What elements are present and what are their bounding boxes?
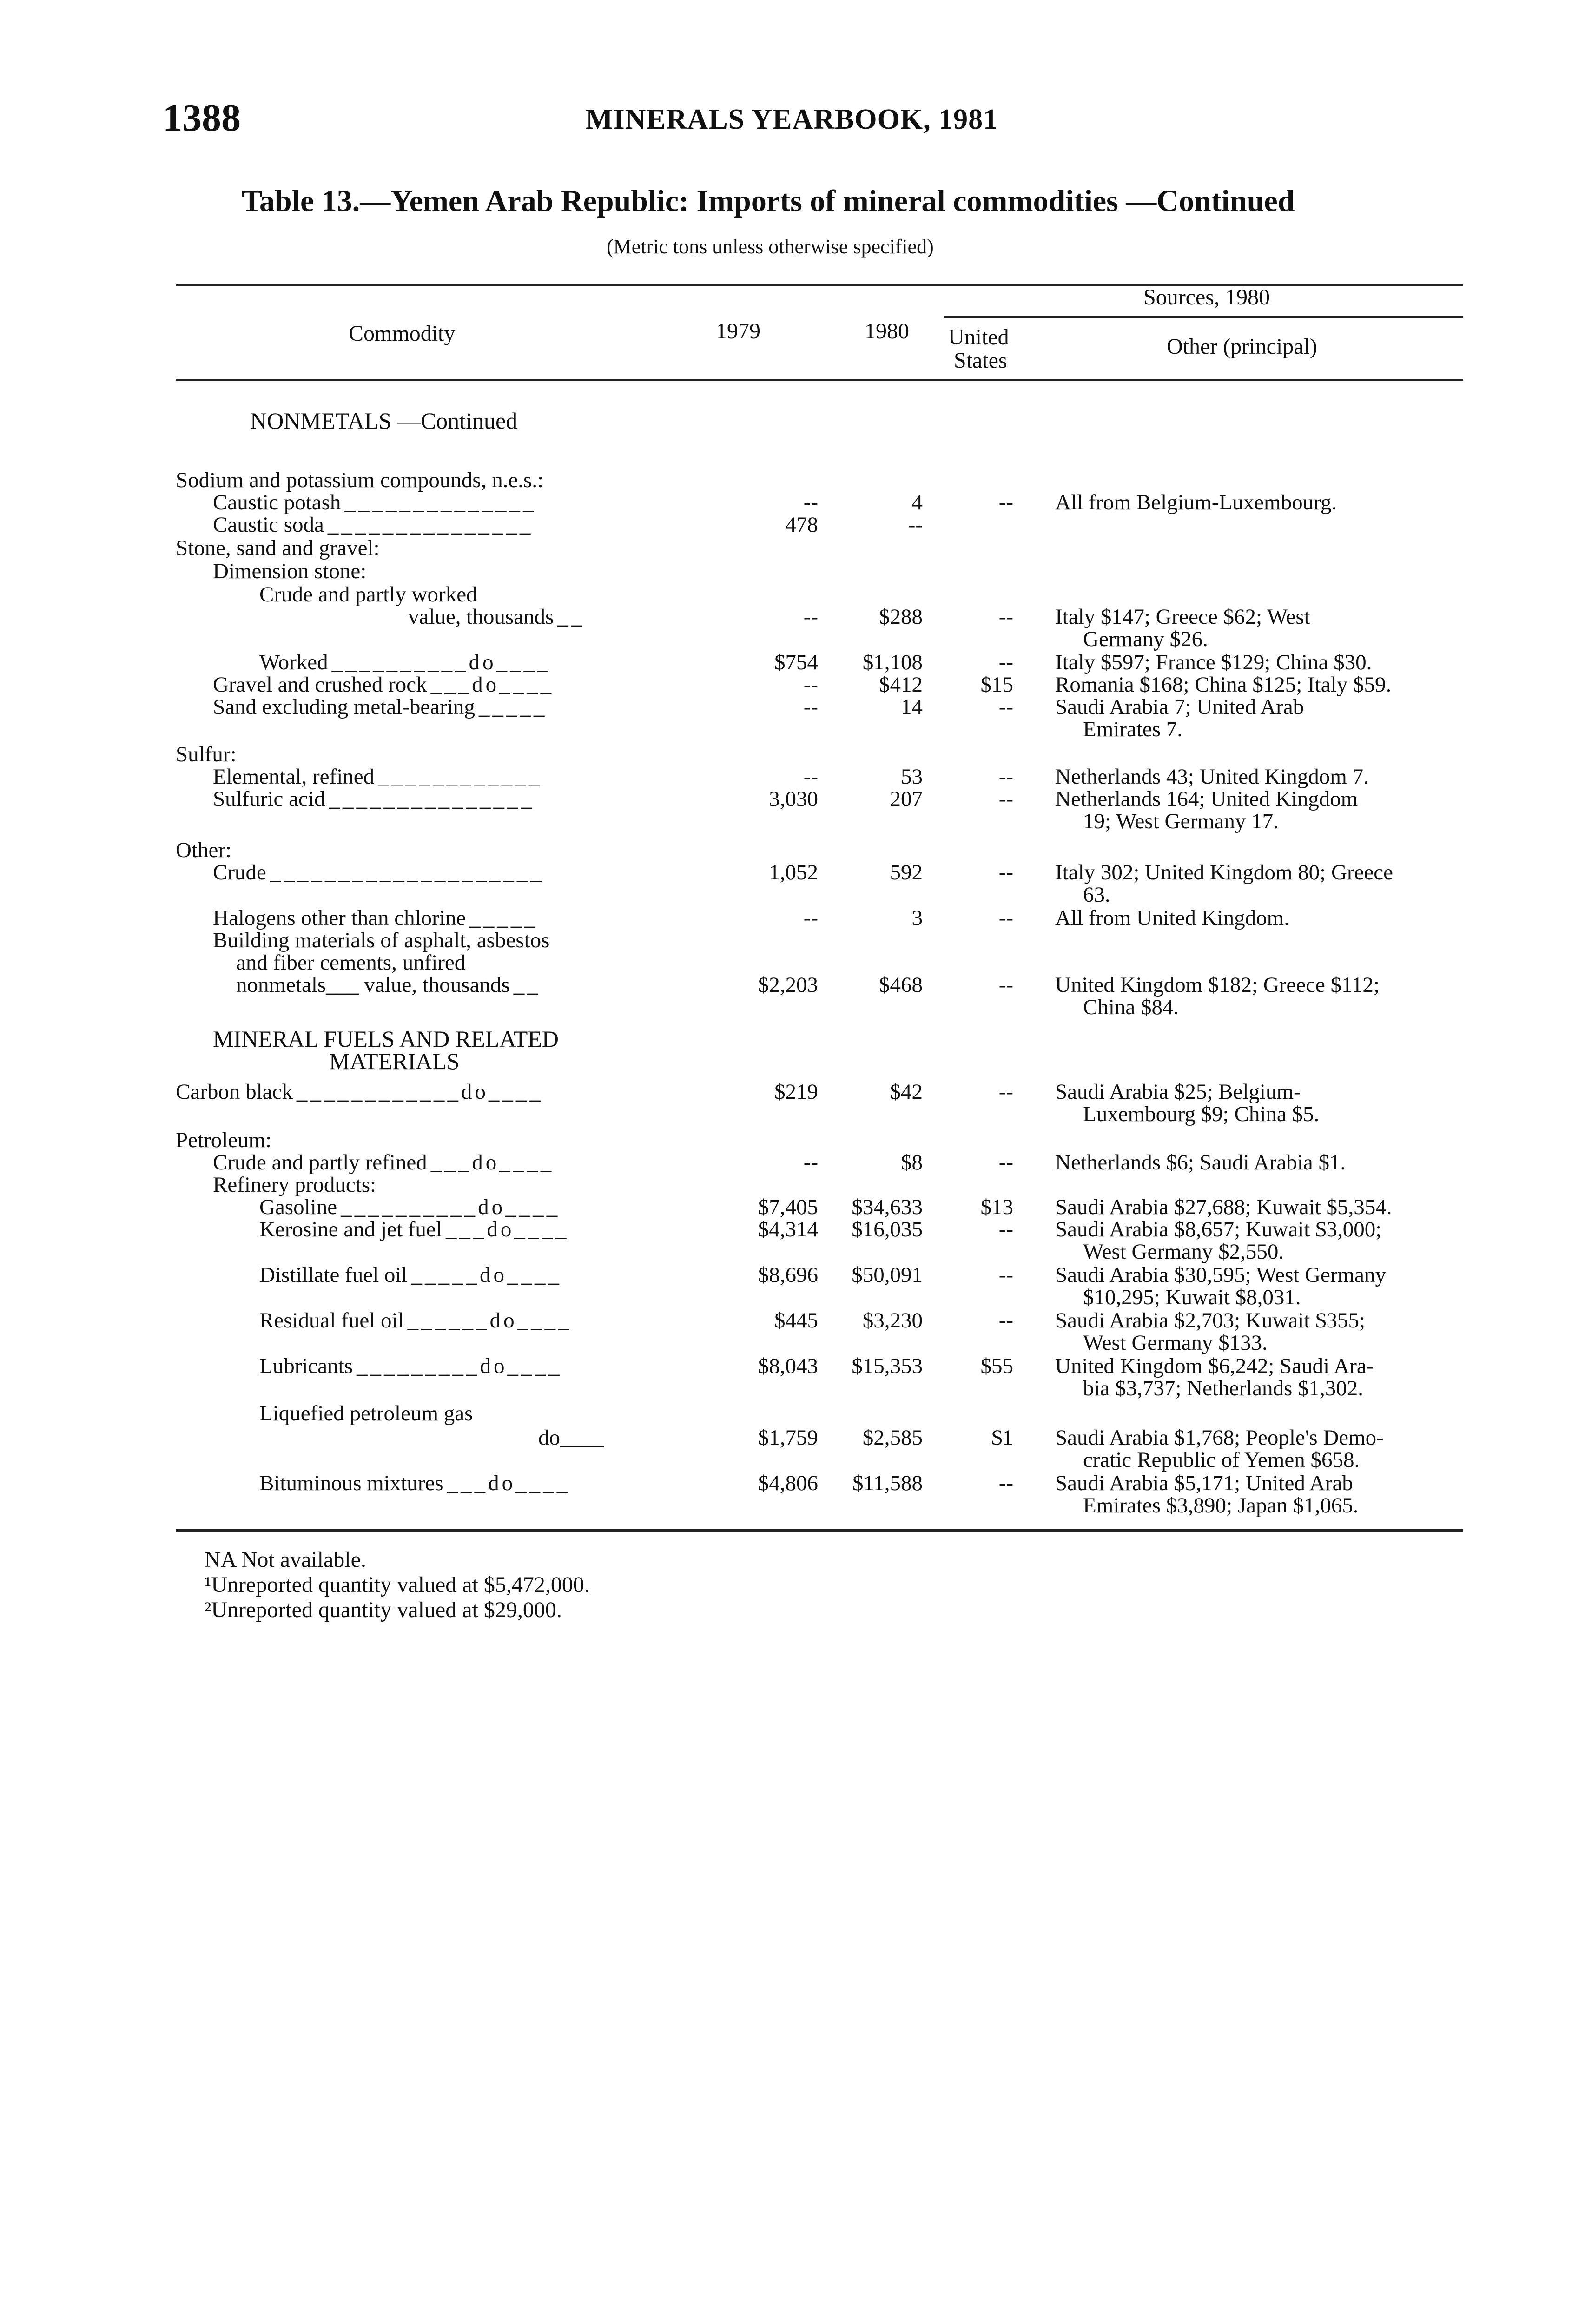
sources-other: Saudi Arabia $2,703; Kuwait $355; (1055, 1308, 1366, 1333)
table-row (259, 652, 551, 673)
value-united-states: $1 (991, 1426, 1013, 1450)
sources-other: Saudi Arabia $30,595; West Germany (1055, 1263, 1386, 1287)
table-row (213, 696, 547, 718)
commodity-label: do____ (538, 1426, 604, 1450)
leader-dots: ___do____ (430, 673, 555, 697)
value-1980: $288 (879, 605, 923, 629)
commodity-label: Sulfur: (176, 742, 237, 766)
value-1980: $468 (879, 973, 923, 997)
table-subtitle: (Metric tons unless otherwise specified) (607, 235, 934, 258)
table-row (213, 862, 544, 884)
commodity-label: nonmetals___ value, thousands (236, 973, 510, 997)
value-united-states: $55 (980, 1354, 1013, 1378)
table-row (259, 1264, 562, 1286)
table-row (259, 1196, 560, 1218)
sources-other: United Kingdom $182; Greece $112; (1055, 973, 1380, 997)
sources-other: Saudi Arabia $5,171; United Arab (1055, 1471, 1353, 1495)
table-bottom-rule (176, 1529, 1463, 1532)
value-united-states: -- (998, 490, 1013, 515)
value-1979: $2,203 (758, 973, 818, 997)
commodity-label: Kerosine and jet fuel (259, 1217, 442, 1241)
header-1980: 1980 (865, 319, 909, 343)
value-1980: 207 (890, 787, 923, 811)
commodity-label: Caustic potash (213, 490, 341, 515)
value-united-states: -- (998, 1308, 1013, 1333)
table-row (213, 1174, 376, 1196)
commodity-label: Sand excluding metal-bearing (213, 695, 475, 719)
value-1979: -- (803, 695, 818, 719)
header-states: States (954, 348, 1007, 373)
section-heading (213, 1027, 559, 1050)
leader-dots: _______________ (327, 513, 534, 537)
sources-other: All from Belgium-Luxembourg. (1055, 490, 1337, 515)
sources-other: All from United Kingdom. (1055, 906, 1289, 930)
sources-other-cont: West Germany $133. (1083, 1331, 1268, 1355)
commodity-label: Halogens other than chlorine (213, 906, 466, 930)
commodity-label: Stone, sand and gravel: (176, 536, 380, 560)
commodity-label: Crude (213, 860, 266, 885)
value-1980: $34,633 (852, 1195, 923, 1219)
table-row (213, 766, 542, 788)
table-row (176, 537, 380, 559)
value-united-states: $15 (980, 673, 1013, 697)
table-row (176, 744, 237, 766)
value-1979: $445 (774, 1308, 818, 1333)
value-1979: -- (803, 605, 818, 629)
footnote-1: ¹Unreported quantity valued at $5,472,000. (205, 1572, 590, 1597)
value-1980: 3 (911, 906, 923, 930)
value-1980: $2,585 (862, 1426, 923, 1450)
table-row (213, 907, 538, 929)
sources-other-cont: Luxembourg $9; China $5. (1083, 1102, 1320, 1126)
sources-other-cont: 19; West Germany 17. (1083, 809, 1279, 833)
table-row (213, 674, 554, 696)
sources-other: Saudi Arabia $27,688; Kuwait $5,354. (1055, 1195, 1392, 1219)
sources-other-cont: Emirates 7. (1083, 717, 1183, 741)
leader-dots: ____________ (378, 765, 543, 789)
value-1980: $15,353 (852, 1354, 923, 1378)
value-1979: $219 (774, 1080, 818, 1104)
header-other: Other (principal) (1167, 334, 1317, 359)
leader-dots: ______do____ (407, 1308, 572, 1333)
header-1979: 1979 (716, 319, 760, 343)
header-sources: Sources, 1980 (1143, 285, 1270, 310)
commodity-label: MINERAL FUELS AND RELATED (213, 1026, 559, 1052)
table-row (176, 469, 543, 491)
table-row (259, 584, 477, 606)
table-row (213, 930, 549, 951)
sources-other: Netherlands 43; United Kingdom 7. (1055, 765, 1369, 789)
commodity-label: Other: (176, 838, 232, 862)
leader-dots: _____ (478, 695, 548, 719)
table-row (259, 1403, 473, 1425)
value-1979: 478 (785, 513, 818, 537)
commodity-label: Bituminous mixtures (259, 1471, 443, 1495)
sources-other-cont: cratic Republic of Yemen $658. (1083, 1448, 1360, 1472)
section-heading (250, 409, 517, 432)
value-1979: -- (803, 1150, 818, 1175)
value-1980: 592 (890, 860, 923, 885)
leader-dots: ____________do____ (296, 1080, 543, 1104)
commodity-label: Sodium and potassium compounds, n.e.s.: (176, 468, 544, 492)
commodity-label: Residual fuel oil (259, 1308, 404, 1333)
leader-dots: _____ (469, 906, 538, 930)
value-1980: 14 (901, 695, 923, 719)
value-united-states: -- (998, 973, 1013, 997)
table-row (259, 1219, 569, 1241)
leader-dots: ___do____ (430, 1150, 555, 1175)
value-1980: $11,588 (852, 1471, 923, 1495)
value-1980: 4 (911, 490, 923, 515)
value-1980: -- (908, 513, 923, 537)
table-title: Table 13.—Yemen Arab Republic: Imports of mineral commodities —Continued (242, 184, 1295, 218)
commodity-label: Elemental, refined (213, 765, 375, 789)
running-head: MINERALS YEARBOOK, 1981 (586, 104, 998, 135)
sources-other: Italy 302; United Kingdom 80; Greece (1055, 860, 1394, 885)
section-heading (329, 1050, 460, 1073)
commodity-label: NONMETALS —Continued (250, 408, 518, 434)
table-row (236, 974, 541, 996)
value-united-states: -- (998, 906, 1013, 930)
value-1979: $4,806 (758, 1471, 818, 1495)
value-united-states: -- (998, 787, 1013, 811)
sources-other: Saudi Arabia 7; United Arab (1055, 695, 1304, 719)
leader-dots: __ (513, 973, 541, 997)
value-1979: -- (803, 673, 818, 697)
sources-other: Netherlands $6; Saudi Arabia $1. (1055, 1150, 1346, 1175)
commodity-label: Refinery products: (213, 1173, 376, 1197)
table-row (259, 1472, 570, 1494)
sources-other-cont: West Germany $2,550. (1083, 1240, 1284, 1264)
leader-dots: ___do____ (447, 1471, 571, 1495)
value-1979: $8,043 (758, 1354, 818, 1378)
commodity-label: Sulfuric acid (213, 787, 325, 811)
sources-rule (944, 316, 1463, 318)
commodity-label: Distillate fuel oil (259, 1263, 408, 1287)
commodity-label: Crude and partly refined (213, 1150, 427, 1175)
footnote-2: ²Unreported quantity valued at $29,000. (205, 1598, 562, 1622)
header-bottom-rule (176, 379, 1463, 381)
commodity-label: Lubricants (259, 1354, 353, 1378)
value-1979: -- (803, 906, 818, 930)
footnote-na: NA Not available. (205, 1547, 366, 1572)
value-1980: $3,230 (862, 1308, 923, 1333)
value-1979: $4,314 (758, 1217, 818, 1241)
leader-dots: __ (557, 605, 585, 629)
commodity-label: Gasoline (259, 1195, 337, 1219)
value-united-states: -- (998, 860, 1013, 885)
value-united-states: -- (998, 765, 1013, 789)
leader-dots: __________do____ (341, 1195, 561, 1219)
table-row (259, 1355, 562, 1377)
sources-other: Romania $168; China $125; Italy $59. (1055, 673, 1392, 697)
header-united: United (948, 325, 1009, 350)
value-united-states: -- (998, 1150, 1013, 1175)
sources-other-cont: $10,295; Kuwait $8,031. (1083, 1285, 1301, 1309)
sources-other-cont: Emirates $3,890; Japan $1,065. (1083, 1493, 1359, 1518)
sources-other: United Kingdom $6,242; Saudi Ara- (1055, 1354, 1374, 1378)
commodity-label: Carbon black (176, 1080, 293, 1104)
leader-dots: _________do____ (357, 1354, 562, 1378)
commodity-label: Gravel and crushed rock (213, 673, 427, 697)
commodity-label: Worked (259, 650, 328, 674)
value-1979: $1,759 (758, 1426, 818, 1450)
sources-other-cont: bia $3,737; Netherlands $1,302. (1083, 1376, 1364, 1400)
table-row (176, 1081, 543, 1103)
value-united-states: -- (998, 1471, 1013, 1495)
sources-other: Italy $597; France $129; China $30. (1055, 650, 1372, 674)
commodity-label: and fiber cements, unfired (236, 951, 466, 975)
table-row (236, 952, 465, 974)
value-1980: $42 (890, 1080, 923, 1104)
page-number: 1388 (163, 96, 241, 139)
value-1980: $50,091 (852, 1263, 923, 1287)
commodity-label: Liquefied petroleum gas (259, 1401, 473, 1426)
table-top-rule (176, 284, 1463, 286)
value-1979: 1,052 (769, 860, 818, 885)
leader-dots: ______________ (344, 490, 537, 515)
value-united-states: -- (998, 1080, 1013, 1104)
value-1979: $7,405 (758, 1195, 818, 1219)
value-1979: $754 (774, 650, 818, 674)
value-1979: $8,696 (758, 1263, 818, 1287)
value-1979: 3,030 (769, 787, 818, 811)
table-row (259, 1310, 572, 1332)
leader-dots: ____________________ (270, 860, 544, 885)
table-row (176, 1129, 271, 1151)
table-row (213, 492, 536, 514)
value-united-states: -- (998, 650, 1013, 674)
commodity-label: value, thousands (408, 605, 554, 629)
value-1980: 53 (901, 765, 923, 789)
commodity-label: Dimension stone: (213, 559, 367, 583)
leader-dots: _____do____ (411, 1263, 562, 1287)
table-row (213, 1152, 554, 1174)
sources-other: Italy $147; Greece $62; West (1055, 605, 1310, 629)
commodity-label: Caustic soda (213, 513, 324, 537)
value-1979: -- (803, 490, 818, 515)
value-1980: $8 (901, 1150, 923, 1175)
sources-other-cont: 63. (1083, 883, 1110, 907)
commodity-label: MATERIALS (329, 1048, 460, 1074)
sources-other: Saudi Arabia $1,768; People's Demo- (1055, 1426, 1384, 1450)
sources-other-cont: China $84. (1083, 995, 1179, 1019)
value-united-states: -- (998, 1263, 1013, 1287)
table-row (213, 514, 533, 536)
table-row (538, 1427, 604, 1449)
value-1980: $1,108 (862, 650, 923, 674)
header-commodity: Commodity (349, 321, 456, 346)
leader-dots: __________do____ (331, 650, 551, 674)
leader-dots: ___do____ (445, 1217, 569, 1241)
value-1980: $16,035 (852, 1217, 923, 1241)
table-row (213, 788, 535, 810)
sources-other: Saudi Arabia $25; Belgium- (1055, 1080, 1301, 1104)
value-united-states: -- (998, 695, 1013, 719)
sources-other: Netherlands 164; United Kingdom (1055, 787, 1358, 811)
sources-other-cont: Germany $26. (1083, 627, 1208, 651)
table-row (213, 561, 366, 582)
table-row (408, 606, 585, 628)
value-united-states: -- (998, 605, 1013, 629)
value-1979: -- (803, 765, 818, 789)
value-united-states: -- (998, 1217, 1013, 1241)
table-row (176, 839, 231, 861)
sources-other: Saudi Arabia $8,657; Kuwait $3,000; (1055, 1217, 1382, 1241)
commodity-label: Petroleum: (176, 1128, 272, 1152)
commodity-label: Building materials of asphalt, asbestos (213, 928, 550, 952)
leader-dots: _______________ (329, 787, 535, 811)
value-1980: $412 (879, 673, 923, 697)
value-united-states: $13 (980, 1195, 1013, 1219)
commodity-label: Crude and partly worked (259, 582, 477, 607)
